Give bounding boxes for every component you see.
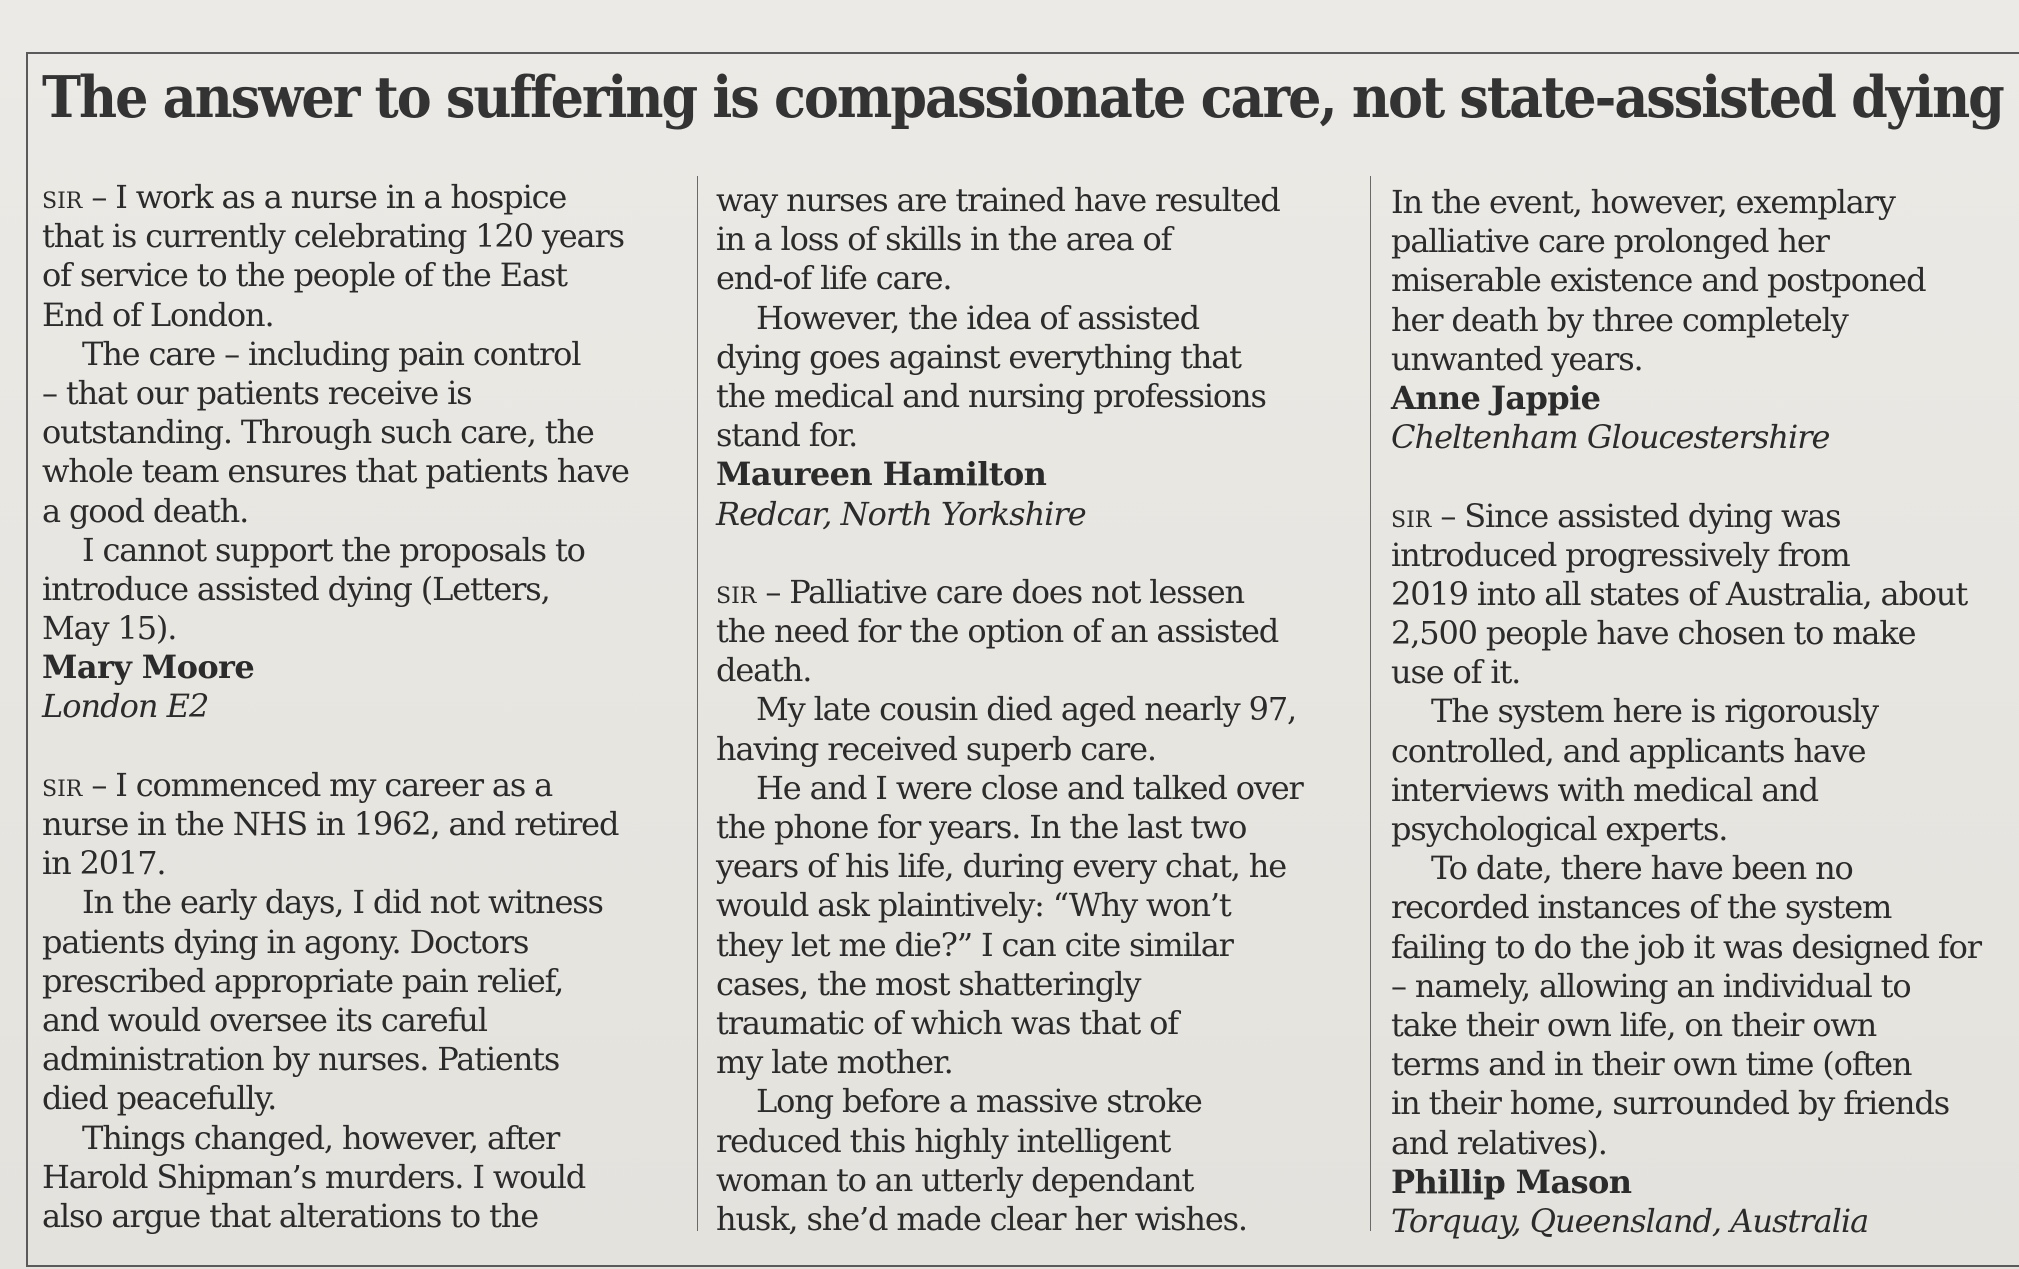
text-line: – that our patients receive is	[42, 373, 472, 412]
paragraph-start-line: To date, there have been no	[1431, 849, 1853, 888]
letter-author-name: Maureen Hamilton	[716, 455, 1047, 494]
letter-author-name: Phillip Mason	[1391, 1162, 1632, 1201]
sir-salutation: sir	[1391, 496, 1432, 535]
text-line: and relatives).	[1391, 1123, 1607, 1162]
text-line: palliative care prolonged her	[1391, 222, 1829, 261]
paragraph-start-line: Things changed, however, after	[82, 1118, 560, 1157]
letter-opening-line: sir – I commenced my career as a	[42, 765, 553, 804]
sir-salutation: sir	[42, 765, 83, 804]
text-line: the need for the option of an assisted	[716, 612, 1279, 651]
letter-author-location: Cheltenham Gloucestershire	[1391, 418, 1830, 457]
paragraph-start-line: The system here is rigorously	[1431, 692, 1878, 731]
letter-opening-line: sir – Since assisted dying was	[1391, 496, 1841, 535]
text-line: dying goes against everything that	[716, 337, 1241, 376]
text-line: take their own life, on their own	[1391, 1005, 1877, 1044]
text-line: prescribed appropriate pain relief,	[42, 961, 564, 1000]
text-line: end-of life care.	[716, 259, 952, 298]
text-line: whole team ensures that patients have	[42, 452, 629, 491]
text-line: woman to an utterly dependant	[716, 1160, 1194, 1199]
headline: The answer to suffering is compassionate care, not state-assisted dying	[42, 64, 2003, 131]
text-line: in 2017.	[42, 844, 166, 883]
letter-spacer	[42, 727, 682, 766]
text-line: also argue that alterations to the	[42, 1196, 538, 1235]
letters-column-1	[42, 178, 682, 1236]
text-line: 2019 into all states of Australia, about	[1391, 574, 1968, 613]
text-line: In the event, however, exemplary	[1391, 183, 1895, 221]
letter-author-name: Anne Jappie	[1391, 378, 1601, 417]
paragraph-start-line: I cannot support the proposals to	[82, 530, 585, 569]
text-line: a good death.	[42, 491, 249, 530]
text-line: interviews with medical and	[1391, 770, 1818, 809]
letter-author-location: Redcar, North Yorkshire	[716, 494, 1086, 533]
text-line: administration by nurses. Patients	[42, 1040, 560, 1079]
paragraph-start-line: The care – including pain control	[82, 334, 581, 373]
text-line: traumatic of which was that of	[716, 1003, 1178, 1042]
text-line: stand for.	[716, 416, 858, 455]
text-line: that is currently celebrating 120 years	[42, 217, 624, 256]
text-line: in a loss of skills in the area of	[716, 220, 1172, 259]
text-line: died peacefully.	[42, 1079, 277, 1118]
text-line: the medical and nursing professions	[716, 376, 1266, 415]
paragraph-start-line: However, the idea of assisted	[756, 298, 1199, 337]
sir-salutation: sir	[42, 178, 83, 216]
text-line: way nurses are trained have resulted	[716, 181, 1280, 219]
paragraph-start-line: He and I were close and talked over	[756, 768, 1303, 807]
letters-column-3	[1391, 183, 2019, 1241]
text-line: miserable existence and postponed	[1391, 261, 1926, 300]
text-line: reduced this highly intelligent	[716, 1121, 1171, 1160]
text-line: 2,500 people have chosen to make	[1391, 614, 1916, 653]
letter-spacer	[716, 534, 1356, 573]
text-line: recorded instances of the system	[1391, 888, 1892, 927]
text-line: controlled, and applicants have	[1391, 731, 1866, 770]
text-line: my late mother.	[716, 1043, 953, 1082]
sir-salutation: sir	[716, 572, 757, 611]
paragraph-start-line: My late cousin died aged nearly 97,	[756, 690, 1297, 729]
text-line: introduce assisted dying (Letters,	[42, 569, 550, 608]
text-line: – namely, allowing an individual to	[1391, 966, 1911, 1005]
text-line: failing to do the job it was designed for	[1391, 927, 1981, 966]
text-line: introduced progressively from	[1391, 535, 1850, 574]
letter-author-location: London E2	[42, 687, 209, 726]
text-line: years of his life, during every chat, he	[716, 847, 1287, 886]
paragraph-start-line: Long before a massive stroke	[756, 1082, 1202, 1121]
text-line: patients dying in agony. Doctors	[42, 922, 529, 961]
text-line: psychological experts.	[1391, 810, 1728, 848]
text-line: in their home, surrounded by friends	[1391, 1084, 1949, 1123]
text-line: cases, the most shatteringly	[716, 964, 1141, 1003]
text-line: unwanted years.	[1391, 339, 1643, 378]
text-line: End of London.	[42, 295, 274, 334]
text-line: outstanding. Through such care, the	[42, 413, 594, 452]
text-line: they let me die?” I can cite similar	[716, 925, 1233, 964]
text-line: husk, she’d made clear her wishes.	[716, 1199, 1247, 1238]
letter-author-location: Torquay, Queensland, Australia	[1391, 1201, 1869, 1240]
letter-opening-line: sir – Palliative care does not lessen	[716, 572, 1244, 611]
text-line: the phone for years. In the last two	[716, 808, 1247, 846]
text-line: her death by three completely	[1391, 300, 1848, 339]
column-rule-2	[1370, 176, 1371, 1231]
text-line: May 15).	[42, 609, 177, 648]
text-line: of service to the people of the East	[42, 256, 567, 295]
text-line: terms and in their own time (often	[1391, 1045, 1912, 1084]
text-line: having received superb care.	[716, 729, 1156, 768]
letter-spacer	[1391, 457, 2019, 496]
text-line: use of it.	[1391, 653, 1521, 692]
text-line: death.	[716, 651, 812, 690]
paragraph-start-line: In the early days, I did not witness	[82, 883, 603, 922]
letters-column-2	[716, 181, 1356, 1239]
letter-author-name: Mary Moore	[42, 648, 255, 687]
text-line: and would oversee its careful	[42, 1000, 487, 1039]
text-line: Harold Shipman’s murders. I would	[42, 1157, 586, 1196]
text-line: nurse in the NHS in 1962, and retired	[42, 805, 619, 843]
letter-opening-line: sir – I work as a nurse in a hospice	[42, 178, 567, 216]
column-rule-1	[697, 176, 698, 1231]
text-line: would ask plaintively: “Why won’t	[716, 886, 1231, 925]
